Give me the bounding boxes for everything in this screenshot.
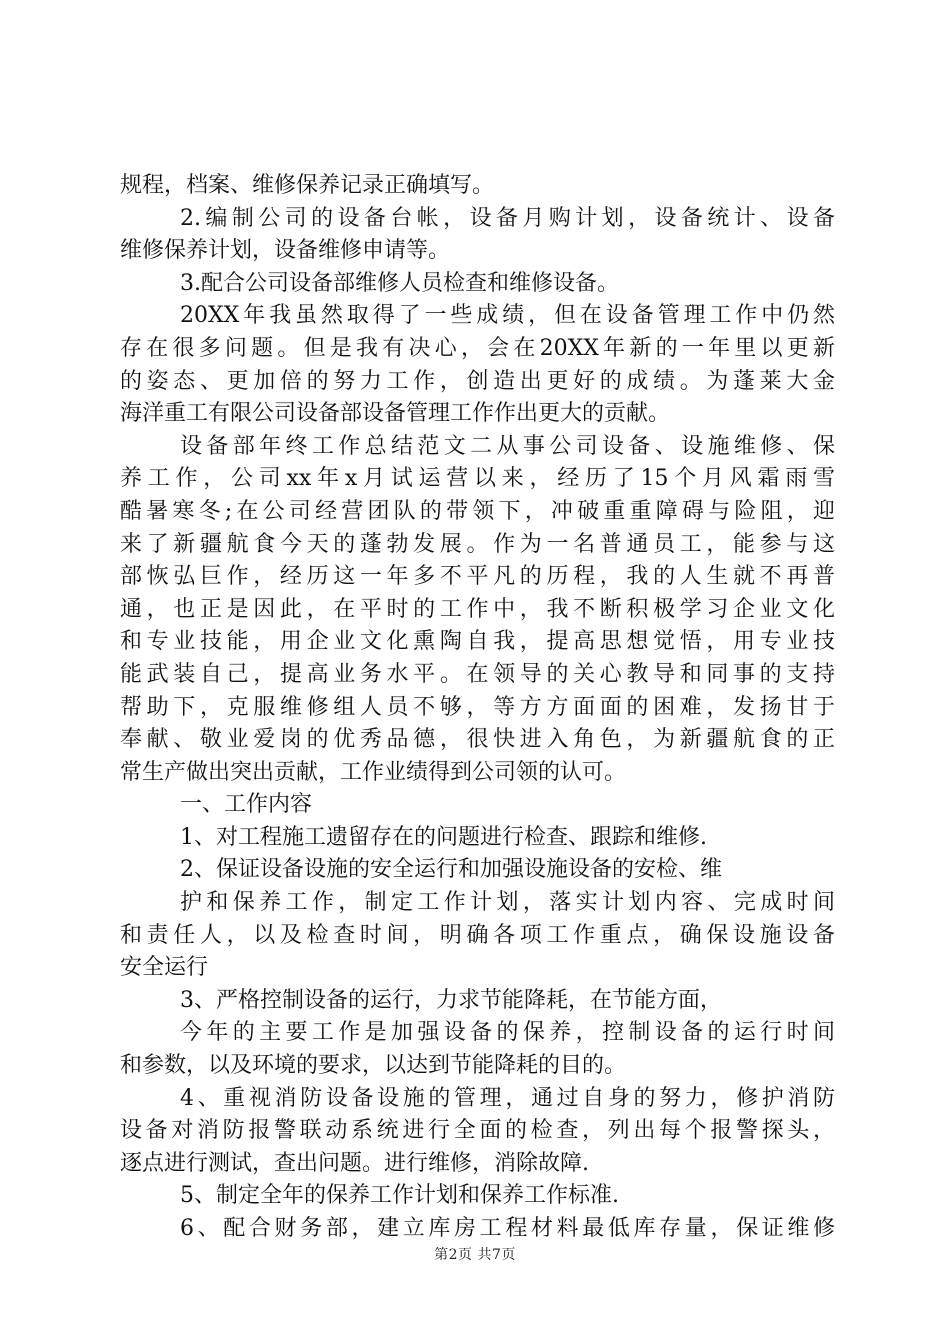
text-line: 设备对消防报警联动系统进行全面的检查，列出每个报警探头，	[120, 1118, 835, 1144]
text-line: 今年的主要工作是加强设备的保养，控制设备的运行时间	[180, 1020, 835, 1046]
text-line: 酷暑寒冬;在公司经营团队的带领下，冲破重重障碍与险阻，迎	[120, 498, 835, 524]
text-line: 一、工作内容	[180, 792, 313, 818]
text-line: 和参数，以及环境的要求，以达到节能降耗的目的。	[120, 1053, 627, 1079]
text-line: 奉献、敬业爱岗的优秀品德，很快进入角色，为新疆航食的正	[120, 727, 835, 753]
text-line: 5、制定全年的保养工作计划和保养工作标准.	[180, 1183, 619, 1209]
text-line: 护和保养工作，制定工作计划，落实计划内容、完成时间	[180, 890, 835, 916]
text-line: 2.编制公司的设备台帐，设备月购计划，设备统计、设备	[180, 205, 835, 231]
text-line: 常生产做出突出贡献，工作业绩得到公司领的认可。	[120, 759, 627, 785]
page-footer: 第2页 共7页	[434, 1247, 516, 1263]
text-line: 维修保养计划，设备维修申请等。	[120, 238, 451, 264]
text-line: 6、配合财务部，建立库房工程材料最低库存量，保证维修	[180, 1216, 835, 1241]
text-line: 部恢弘巨作，经历这一年多不平凡的历程，我的人生就不再普	[120, 564, 835, 590]
text-line: 规程，档案、维修保养记录正确填写。	[120, 173, 495, 198]
text-line: 来了新疆航食今天的蓬勃发展。作为一名普通员工，能参与这	[120, 531, 835, 557]
document-body	[120, 170, 835, 1246]
text-line: 能武装自己，提高业务水平。在领导的关心教导和同事的支持	[120, 661, 835, 687]
text-line: 和专业技能，用企业文化熏陶自我，提高思想觉悟，用专业技	[120, 629, 835, 655]
text-line: 的姿态、更加倍的努力工作，创造出更好的成绩。为蓬莱大金	[120, 368, 835, 394]
text-line: 安全运行	[120, 955, 209, 981]
text-line: 帮助下，克服维修组人员不够，等方方面面的困难，发扬甘于	[120, 694, 835, 720]
text-line: 存在很多问题。但是我有决心，会在20XX年新的一年里以更新	[120, 335, 835, 361]
text-line: 1、对工程施工遗留存在的问题进行检查、跟踪和维修.	[180, 824, 707, 850]
text-line: 海洋重工有限公司设备部设备管理工作作出更大的贡献。	[120, 401, 671, 427]
text-line: 设备部年终工作总结范文二从事公司设备、设施维修、保	[180, 433, 835, 459]
text-line: 养工作，公司xx年x月试运营以来，经历了15个月风霜雨雪	[120, 466, 835, 492]
text-line: 3、严格控制设备的运行，力求节能降耗，在节能方面，	[180, 987, 722, 1013]
text-line: 逐点进行测试，查出问题。进行维修，消除故障.	[120, 1150, 589, 1176]
text-line: 通，也正是因此，在平时的工作中，我不断积极学习企业文化	[120, 596, 835, 622]
text-line: 2、保证设备设施的安全运行和加强设施设备的安检、维	[180, 857, 722, 883]
text-line: 和责任人，以及检查时间，明确各项工作重点，确保设施设备	[120, 922, 835, 948]
text-line: 20XX年我虽然取得了一些成绩，但在设备管理工作中仍然	[180, 303, 835, 329]
text-line: 3.配合公司设备部维修人员检查和维修设备。	[180, 270, 619, 296]
text-line: 4、重视消防设备设施的管理，通过自身的努力，修护消防	[180, 1085, 835, 1111]
